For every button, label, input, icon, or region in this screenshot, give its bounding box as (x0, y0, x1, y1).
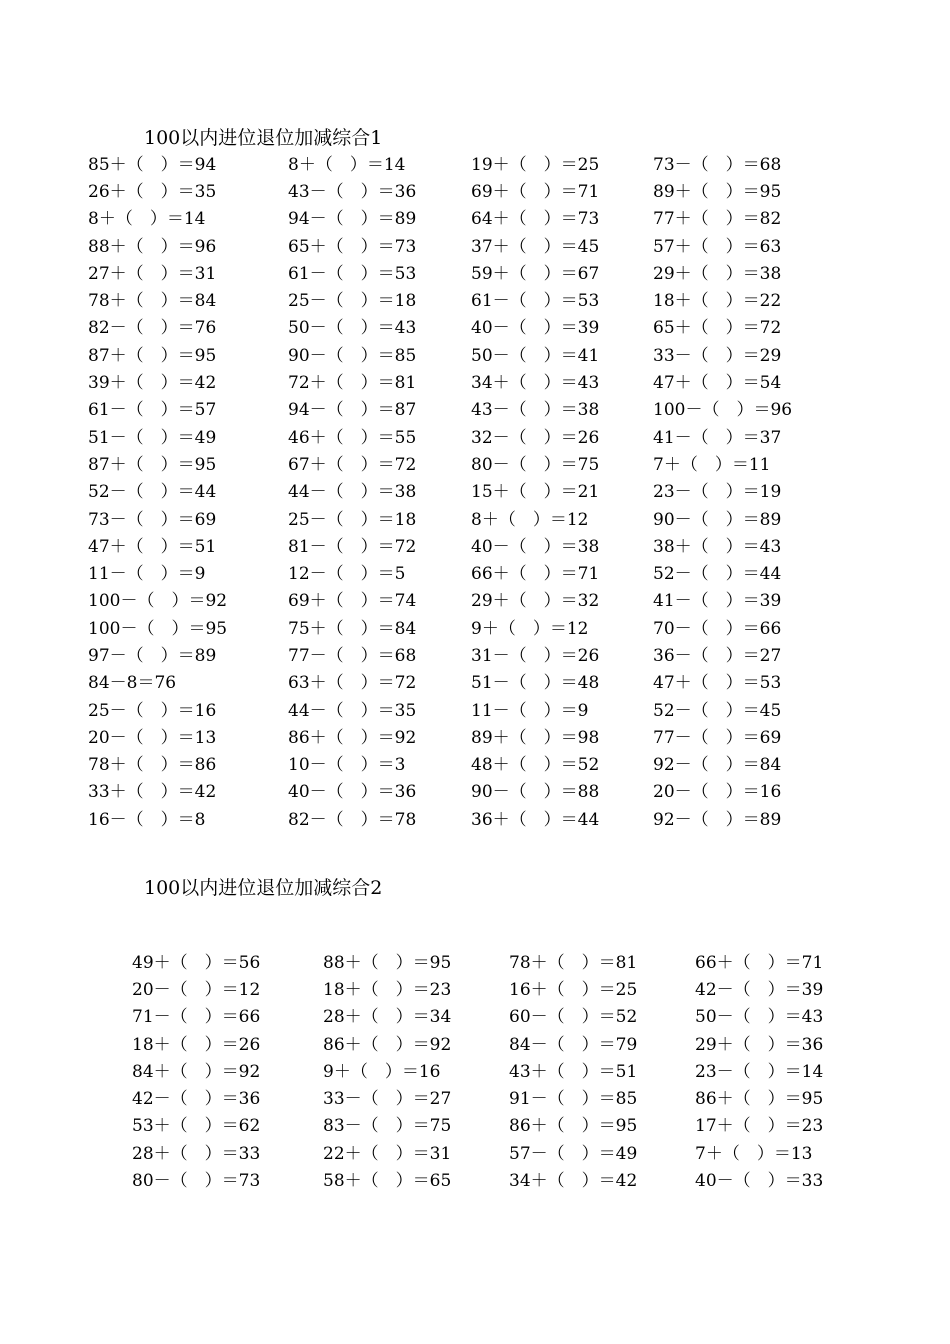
math-problem: 16＋（ ）＝25 (509, 979, 638, 1000)
math-problem: 52－（ ）＝44 (653, 564, 782, 585)
math-problem: 19＋（ ）＝25 (471, 154, 600, 175)
math-problem: 8＋（ ）＝14 (88, 209, 206, 230)
math-problem: 89＋（ ）＝95 (653, 181, 782, 202)
math-problem: 52－（ ）＝45 (653, 700, 782, 721)
math-problem: 41－（ ）＝37 (653, 427, 782, 448)
math-problem: 61－（ ）＝57 (88, 400, 217, 421)
math-problem: 80－（ ）＝73 (132, 1171, 261, 1192)
math-problem: 52－（ ）＝44 (88, 482, 217, 503)
math-problem: 27＋（ ）＝31 (88, 263, 217, 284)
math-problem: 94－（ ）＝89 (288, 209, 417, 230)
math-problem: 97－（ ）＝89 (88, 645, 217, 666)
math-problem: 25－（ ）＝18 (288, 291, 417, 312)
problem-row (88, 260, 823, 287)
problem-row (88, 369, 823, 396)
math-problem: 65＋（ ）＝73 (288, 236, 417, 257)
math-problem: 7＋（ ）＝13 (695, 1143, 813, 1164)
problem-row (88, 206, 823, 233)
problem-row (88, 233, 823, 260)
math-problem: 100－（ ）＝96 (653, 400, 793, 421)
math-problem: 94－（ ）＝87 (288, 400, 417, 421)
math-problem: 78＋（ ）＝84 (88, 291, 217, 312)
math-problem: 47＋（ ）＝51 (88, 536, 217, 557)
math-problem: 60－（ ）＝52 (509, 1007, 638, 1028)
problem-row (132, 949, 865, 976)
problem-row (88, 752, 823, 779)
math-problem: 67＋（ ）＝72 (288, 454, 417, 475)
problem-row (88, 342, 823, 369)
math-problem: 22＋（ ）＝31 (323, 1143, 452, 1164)
math-problem: 89＋（ ）＝98 (471, 727, 600, 748)
math-problem: 40－（ ）＝38 (471, 536, 600, 557)
math-problem: 91－（ ）＝85 (509, 1089, 638, 1110)
math-problem: 85＋（ ）＝94 (88, 154, 217, 175)
math-problem: 77＋（ ）＝82 (653, 209, 782, 230)
math-problem: 86＋（ ）＝95 (509, 1116, 638, 1137)
problem-row (132, 1113, 865, 1140)
math-problem: 17＋（ ）＝23 (695, 1116, 824, 1137)
math-problem: 33－（ ）＝27 (323, 1089, 452, 1110)
math-problem: 29＋（ ）＝36 (695, 1034, 824, 1055)
problem-row (132, 1031, 865, 1058)
problem-row (132, 1140, 865, 1167)
problem-row (88, 642, 823, 669)
problem-row (132, 976, 865, 1003)
math-problem: 32－（ ）＝26 (471, 427, 600, 448)
problem-row (88, 779, 823, 806)
math-problem: 59＋（ ）＝67 (471, 263, 600, 284)
math-problem: 25－（ ）＝18 (288, 509, 417, 530)
worksheet-1-problem-grid (88, 151, 823, 833)
math-problem: 47＋（ ）＝54 (653, 373, 782, 394)
math-problem: 40－（ ）＝33 (695, 1171, 824, 1192)
math-problem: 90－（ ）＝89 (653, 509, 782, 530)
math-problem: 40－（ ）＝39 (471, 318, 600, 339)
math-problem: 92－（ ）＝89 (653, 809, 782, 830)
math-problem: 31－（ ）＝26 (471, 645, 600, 666)
math-problem: 64＋（ ）＝73 (471, 209, 600, 230)
math-problem: 36－（ ）＝27 (653, 645, 782, 666)
math-problem: 11－（ ）＝9 (88, 564, 206, 585)
math-problem: 78＋（ ）＝81 (509, 952, 638, 973)
math-problem: 82－（ ）＝76 (88, 318, 217, 339)
math-problem: 38＋（ ）＝43 (653, 536, 782, 557)
problem-row (88, 315, 823, 342)
math-problem: 81－（ ）＝72 (288, 536, 417, 557)
problem-row (88, 697, 823, 724)
math-problem: 18＋（ ）＝22 (653, 291, 782, 312)
math-problem: 73－（ ）＝69 (88, 509, 217, 530)
math-problem: 44－（ ）＝38 (288, 482, 417, 503)
math-problem: 47＋（ ）＝53 (653, 673, 782, 694)
problem-row (132, 1004, 865, 1031)
math-problem: 87＋（ ）＝95 (88, 345, 217, 366)
math-problem: 50－（ ）＝43 (695, 1007, 824, 1028)
math-problem: 8＋（ ）＝12 (471, 509, 589, 530)
math-problem: 41－（ ）＝39 (653, 591, 782, 612)
math-problem: 83－（ ）＝75 (323, 1116, 452, 1137)
math-problem: 51－（ ）＝49 (88, 427, 217, 448)
problem-row (88, 533, 823, 560)
math-problem: 77－（ ）＝68 (288, 645, 417, 666)
problem-row (88, 424, 823, 451)
math-problem: 72＋（ ）＝81 (288, 373, 417, 394)
math-problem: 84－8＝76 (88, 673, 177, 694)
math-problem: 7＋（ ）＝11 (653, 454, 771, 475)
math-problem: 100－（ ）＝92 (88, 591, 228, 612)
math-problem: 25－（ ）＝16 (88, 700, 217, 721)
math-problem: 23－（ ）＝19 (653, 482, 782, 503)
math-problem: 87＋（ ）＝95 (88, 454, 217, 475)
math-problem: 66＋（ ）＝71 (471, 564, 600, 585)
problem-row (132, 1167, 865, 1194)
problem-row (88, 560, 823, 587)
math-problem: 43－（ ）＝38 (471, 400, 600, 421)
math-problem: 11－（ ）＝9 (471, 700, 589, 721)
problem-row (132, 1058, 865, 1085)
math-problem: 36＋（ ）＝44 (471, 809, 600, 830)
math-problem: 18＋（ ）＝23 (323, 979, 452, 1000)
math-problem: 50－（ ）＝41 (471, 345, 600, 366)
math-problem: 20－（ ）＝13 (88, 727, 217, 748)
math-problem: 86＋（ ）＝92 (288, 727, 417, 748)
math-problem: 18＋（ ）＝26 (132, 1034, 261, 1055)
math-problem: 42－（ ）＝39 (695, 979, 824, 1000)
math-problem: 58＋（ ）＝65 (323, 1171, 452, 1192)
math-problem: 12－（ ）＝5 (288, 564, 406, 585)
problem-row (88, 806, 823, 833)
math-problem: 26＋（ ）＝35 (88, 181, 217, 202)
math-problem: 80－（ ）＝75 (471, 454, 600, 475)
math-problem: 84－（ ）＝79 (509, 1034, 638, 1055)
math-problem: 73－（ ）＝68 (653, 154, 782, 175)
math-problem: 77－（ ）＝69 (653, 727, 782, 748)
worksheet-1-title: 100以内进位退位加减综合1 (144, 127, 383, 149)
worksheet-2-problem-grid (132, 949, 865, 1195)
math-problem: 57＋（ ）＝63 (653, 236, 782, 257)
math-problem: 37＋（ ）＝45 (471, 236, 600, 257)
math-problem: 71－（ ）＝66 (132, 1007, 261, 1028)
math-problem: 42－（ ）＝36 (132, 1089, 261, 1110)
math-problem: 70－（ ）＝66 (653, 618, 782, 639)
math-problem: 88＋（ ）＝96 (88, 236, 217, 257)
math-problem: 8＋（ ）＝14 (288, 154, 406, 175)
math-problem: 86＋（ ）＝92 (323, 1034, 452, 1055)
math-problem: 51－（ ）＝48 (471, 673, 600, 694)
problem-row (88, 397, 823, 424)
math-problem: 9＋（ ）＝12 (471, 618, 589, 639)
math-problem: 15＋（ ）＝21 (471, 482, 600, 503)
math-problem: 40－（ ）＝36 (288, 782, 417, 803)
math-problem: 84＋（ ）＝92 (132, 1061, 261, 1082)
math-problem: 28＋（ ）＝34 (323, 1007, 452, 1028)
worksheet-2-title: 100以内进位退位加减综合2 (144, 877, 383, 899)
math-problem: 33＋（ ）＝42 (88, 782, 217, 803)
math-problem: 43－（ ）＝36 (288, 181, 417, 202)
problem-row (88, 615, 823, 642)
math-problem: 44－（ ）＝35 (288, 700, 417, 721)
math-problem: 65＋（ ）＝72 (653, 318, 782, 339)
math-problem: 39＋（ ）＝42 (88, 373, 217, 394)
math-problem: 86＋（ ）＝95 (695, 1089, 824, 1110)
problem-row (88, 670, 823, 697)
math-problem: 100－（ ）＝95 (88, 618, 228, 639)
math-problem: 9＋（ ）＝16 (323, 1061, 441, 1082)
math-problem: 63＋（ ）＝72 (288, 673, 417, 694)
math-problem: 10－（ ）＝3 (288, 755, 406, 776)
problem-row (88, 506, 823, 533)
math-problem: 34＋（ ）＝42 (509, 1171, 638, 1192)
math-problem: 82－（ ）＝78 (288, 809, 417, 830)
problem-row (88, 724, 823, 751)
problem-row (88, 451, 823, 478)
math-problem: 16－（ ）＝8 (88, 809, 206, 830)
math-problem: 90－（ ）＝85 (288, 345, 417, 366)
math-problem: 78＋（ ）＝86 (88, 755, 217, 776)
problem-row (132, 1085, 865, 1112)
math-problem: 20－（ ）＝12 (132, 979, 261, 1000)
math-problem: 34＋（ ）＝43 (471, 373, 600, 394)
math-problem: 61－（ ）＝53 (288, 263, 417, 284)
math-problem: 29＋（ ）＝32 (471, 591, 600, 612)
math-problem: 20－（ ）＝16 (653, 782, 782, 803)
problem-row (88, 287, 823, 314)
problem-row (88, 588, 823, 615)
math-problem: 75＋（ ）＝84 (288, 618, 417, 639)
math-problem: 69＋（ ）＝74 (288, 591, 417, 612)
problem-row (88, 151, 823, 178)
math-problem: 50－（ ）＝43 (288, 318, 417, 339)
math-problem: 46＋（ ）＝55 (288, 427, 417, 448)
math-problem: 33－（ ）＝29 (653, 345, 782, 366)
problem-row (88, 479, 823, 506)
math-problem: 28＋（ ）＝33 (132, 1143, 261, 1164)
math-problem: 23－（ ）＝14 (695, 1061, 824, 1082)
math-problem: 53＋（ ）＝62 (132, 1116, 261, 1137)
math-problem: 49＋（ ）＝56 (132, 952, 261, 973)
math-problem: 69＋（ ）＝71 (471, 181, 600, 202)
math-problem: 48＋（ ）＝52 (471, 755, 600, 776)
math-problem: 61－（ ）＝53 (471, 291, 600, 312)
math-problem: 92－（ ）＝84 (653, 755, 782, 776)
math-problem: 43＋（ ）＝51 (509, 1061, 638, 1082)
math-problem: 66＋（ ）＝71 (695, 952, 824, 973)
problem-row (88, 178, 823, 205)
math-problem: 29＋（ ）＝38 (653, 263, 782, 284)
math-problem: 57－（ ）＝49 (509, 1143, 638, 1164)
math-problem: 90－（ ）＝88 (471, 782, 600, 803)
math-problem: 88＋（ ）＝95 (323, 952, 452, 973)
